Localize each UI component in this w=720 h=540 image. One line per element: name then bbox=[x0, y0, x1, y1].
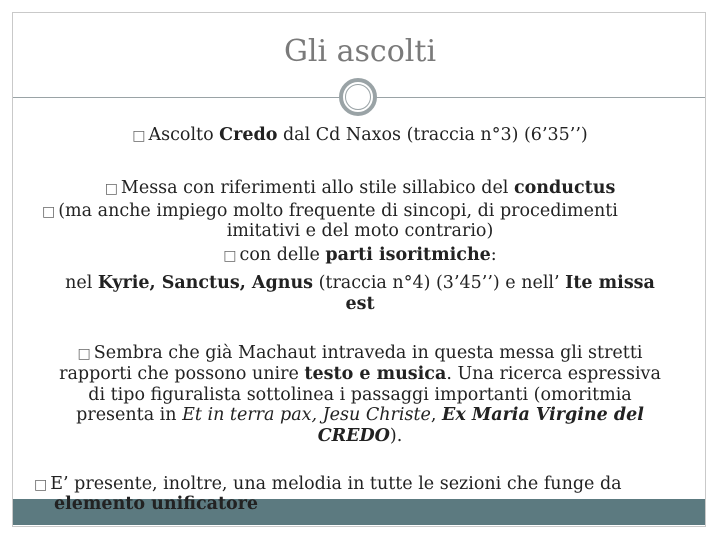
paragraph-melodia-line-2: elemento unificatore bbox=[54, 494, 259, 514]
paragraph-messa-line-2: □ (ma anche impiego molto frequente di sincopi, di procedimenti bbox=[42, 201, 618, 221]
paragraph-machaut-line-1: □ Sembra che già Machaut intraveda in questa messa gli stretti bbox=[77, 343, 643, 363]
bullet-icon: □ bbox=[132, 128, 146, 144]
paragraph-machaut-line-4: presenta in Et in terra pax, Jesu Christe, Ex Maria Virgine del bbox=[76, 405, 644, 425]
bullet-icon: □ bbox=[223, 248, 237, 264]
bullet-icon: □ bbox=[34, 477, 48, 493]
bullet-icon: □ bbox=[104, 181, 118, 197]
paragraph-messa-line-5: nel Kyrie, Sanctus, Agnus (traccia n°4) (3’45’’) e nell’ Ite missa bbox=[65, 273, 655, 293]
paragraph-machaut-line-3: di tipo figuralista sottolinea i passaggi importanti (omoritmia bbox=[88, 385, 632, 405]
slide-title: Gli ascolti bbox=[283, 34, 437, 69]
paragraph-machaut-line-5: CREDO). bbox=[317, 426, 403, 446]
paragraph-messa-line-1: □ Messa con riferimenti allo stile sillabico del conductus bbox=[104, 178, 616, 198]
paragraph-melodia-line-1: □ E’ presente, inoltre, una melodia in tutte le sezioni che funge da bbox=[34, 474, 622, 494]
paragraph-messa-line-3: imitativi e del moto contrario) bbox=[226, 221, 494, 241]
paragraph-messa-line-6: est bbox=[345, 294, 375, 314]
circle-ornament-icon bbox=[339, 78, 377, 116]
bullet-icon: □ bbox=[42, 204, 56, 220]
paragraph-messa-line-4: □ con delle parti isoritmiche: bbox=[223, 245, 497, 265]
paragraph-machaut-line-2: rapporti che possono unire testo e musica. Una ricerca espressiva bbox=[59, 364, 661, 384]
bullet-icon: □ bbox=[77, 346, 91, 362]
paragraph-ascolto-credo: □ Ascolto Credo dal Cd Naxos (traccia n°3) (6’35’’) bbox=[132, 125, 588, 145]
